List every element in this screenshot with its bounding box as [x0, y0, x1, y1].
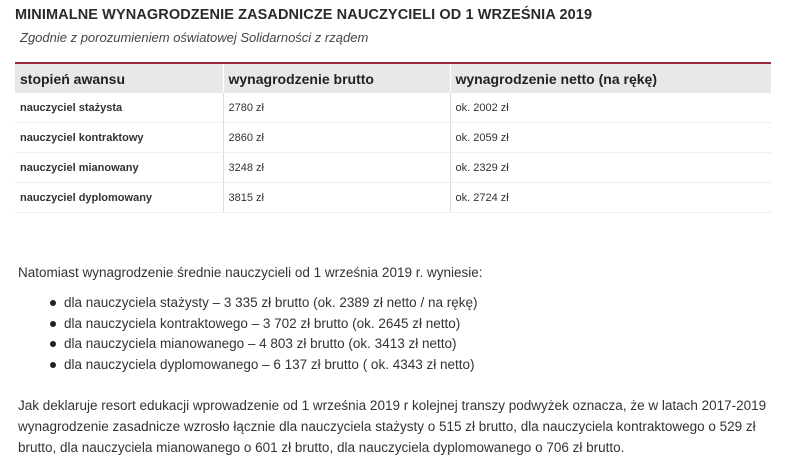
cell-net: ok. 2002 zł	[450, 93, 771, 123]
cell-grade: nauczyciel stażysta	[15, 93, 223, 123]
bullet-icon	[50, 300, 56, 306]
cell-gross: 3815 zł	[223, 183, 450, 213]
bullet-icon	[50, 362, 56, 368]
table-row	[15, 93, 771, 123]
table-body	[15, 93, 771, 213]
cell-gross: 2860 zł	[223, 123, 450, 153]
summary-paragraph: Jak deklaruje resort edukacji wprowadzenie od 1 września 2019 r kolejnej transzy podwyżek oznacza, że w latach 2017-2019 wynagrodzenie zasadnicze wzrosło łącznie dla nauczyciela stażysty o 515 zł brutto, dla nauczyciela kontraktowego o 529 zł brutto, dla nauczyciela mianowanego o 601 zł brutto, dla nauczyciela dyplomowanego o 706 zł brutto.	[18, 398, 767, 455]
column-header-grade: stopień awansu	[15, 63, 223, 93]
cell-grade: nauczyciel dyplomowany	[15, 183, 223, 213]
cell-grade: nauczyciel mianowany	[15, 153, 223, 183]
list-item	[18, 293, 477, 314]
column-header-net: wynagrodzenie netto (na rękę)	[455, 70, 657, 87]
cell-gross: 2780 zł	[223, 93, 450, 123]
bullet-icon	[50, 341, 56, 347]
cell-net: ok. 2329 zł	[450, 153, 771, 183]
bullet-icon	[50, 321, 56, 327]
list-item	[18, 334, 477, 355]
list-item	[18, 355, 477, 376]
column-header-gross: wynagrodzenie brutto	[223, 63, 450, 93]
table-row	[15, 183, 771, 213]
list-item-text: dla nauczyciela kontraktowego – 3 702 zł brutto (ok. 2645 zł netto)	[64, 315, 461, 331]
table-header-row	[15, 63, 771, 93]
list-item-text: dla nauczyciela stażysty – 3 335 zł brutto (ok. 2389 zł netto / na rękę)	[64, 295, 478, 310]
average-salary-list	[18, 293, 477, 375]
cell-net: ok. 2059 zł	[450, 123, 771, 153]
list-item-text: dla nauczyciela dyplomowanego – 6 137 zł brutto ( ok. 4343 zł netto)	[64, 356, 475, 372]
list-item	[18, 314, 477, 335]
intro-paragraph: Natomiast wynagrodzenie średnie nauczycieli od 1 września 2019 r. wyniesie:	[18, 265, 483, 280]
page-title: MINIMALNE WYNAGRODZENIE ZASADNICZE NAUCZYCIELI OD 1 WRZEŚNIA 2019	[15, 7, 593, 23]
table-header	[15, 63, 771, 93]
cell-grade: nauczyciel kontraktowy	[15, 123, 223, 153]
table-row	[15, 123, 771, 153]
cell-net: ok. 2724 zł	[450, 183, 771, 213]
table-row	[15, 153, 771, 183]
salary-table	[15, 62, 771, 213]
list-item-text: dla nauczyciela mianowanego – 4 803 zł brutto (ok. 3413 zł netto)	[64, 336, 457, 351]
cell-gross: 3248 zł	[223, 153, 450, 183]
page-subtitle: Zgodnie z porozumieniem oświatowej Solidarności z rządem	[20, 30, 369, 45]
